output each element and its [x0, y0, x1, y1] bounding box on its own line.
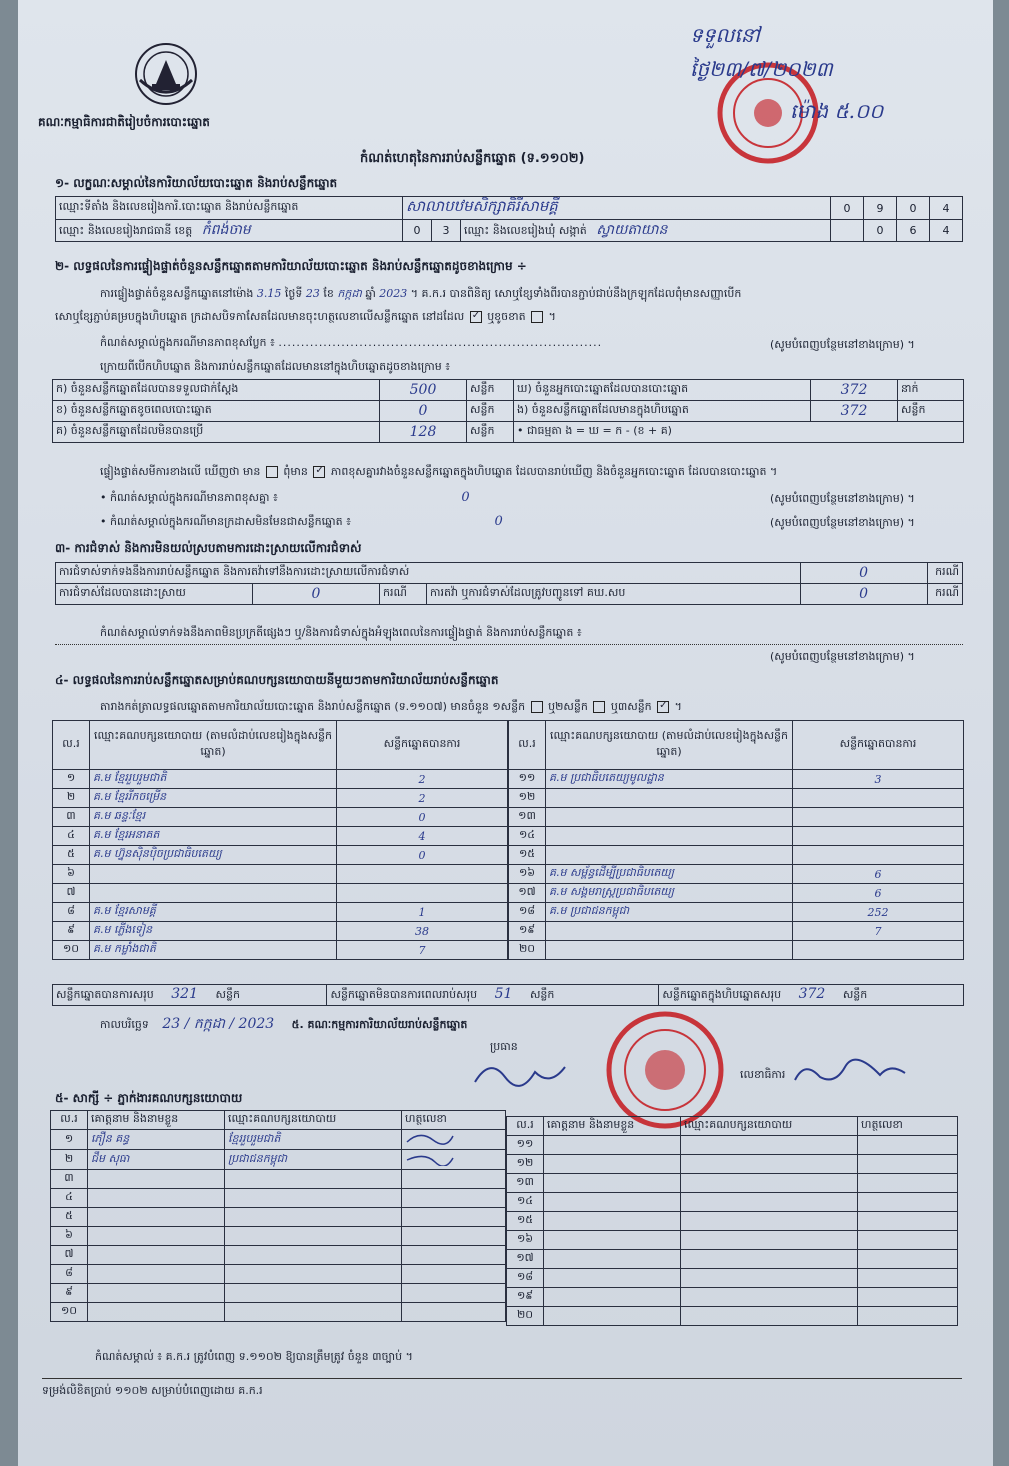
party-row-no: ១៩: [509, 922, 546, 941]
total-valid-unit: សន្លឹក: [215, 988, 240, 1001]
witness-party: [225, 1208, 402, 1227]
committee-label: ៥. គណៈកម្មការការិយាល័យរាប់សន្លឹកឆ្នោត: [291, 1018, 468, 1031]
province-label-text: ឈ្មោះ និងលេខរៀងរាជធានី ខេត្ត: [59, 224, 193, 237]
difference-fill-note: (សូមបំពេញបន្ថែមនៅខាងក្រោម) ។: [770, 338, 915, 351]
witness-signature-cell: [402, 1265, 506, 1284]
total-valid-cell: [53, 985, 327, 1006]
witness-name: [544, 1231, 681, 1250]
location-value: សាលាបឋមសិក្សាគិរីសាមគ្គី: [403, 197, 831, 220]
note1-label: • កំណត់សម្គាល់ក្នុងករណីមានភាពខុសគ្នា ៖: [100, 491, 278, 504]
witness-table-left: [50, 1110, 506, 1322]
ballots-in-box-value: 372: [811, 401, 898, 422]
witness-name: [544, 1155, 681, 1174]
witness-name: [544, 1269, 681, 1288]
witness-signature-cell: [402, 1150, 506, 1170]
party-row-no: ១៧: [509, 884, 546, 903]
witness-col-name: គោត្តនាម និងនាមខ្លួន: [88, 1111, 225, 1130]
witness-row-no: ៩: [51, 1284, 88, 1303]
spoiled-ballots-unit: សន្លឹក: [467, 401, 514, 422]
difference-no-checkbox[interactable]: [313, 466, 325, 478]
forwarded-value: 0: [800, 584, 927, 605]
received-handwritten-1: ទទួលនៅ: [690, 23, 760, 47]
witness-row-no: ៥: [51, 1208, 88, 1227]
totals-row: [52, 984, 964, 1006]
witness-party: [681, 1212, 858, 1231]
commune-code-1: 0: [864, 220, 897, 242]
party-name: [546, 941, 793, 960]
witness-row-no: ១៩: [507, 1288, 544, 1307]
total-valid-value: 321: [171, 986, 198, 1002]
party-results-right: [508, 720, 964, 960]
total-box-unit: សន្លឹក: [842, 988, 868, 1001]
witness-col-party: ឈ្មោះគណបក្សនយោបាយ: [681, 1117, 858, 1136]
party-row-no: ៨: [53, 903, 90, 922]
witness-row-no: ១៦: [507, 1231, 544, 1250]
witness-party: ខ្មែររួបរួមជាតិ: [225, 1130, 402, 1150]
section4-heading: ៤- លទ្ធផលនៃការរាប់សន្លឹកឆ្នោតសម្រាប់គណបក្សនយោបាយនីមួយៗតាមការិយាល័យរាប់សន្លឹកឆ្នោត: [55, 673, 499, 687]
total-box-value: 372: [798, 986, 826, 1002]
resolved-value: 0: [253, 584, 380, 605]
witness-party: [681, 1307, 858, 1326]
verification-text-c: ខែ: [323, 287, 334, 300]
equation-check-text: ផ្ទៀងផ្ទាត់សមីការខាងលើ ឃើញថា មាន: [100, 465, 261, 478]
forwarded-label: ការតវ៉ា ឬការជំទាស់ដែលត្រូវបញ្ជូនទៅ គឃ.សប: [427, 584, 801, 605]
witness-party: [681, 1288, 858, 1307]
total-box-label: សន្លឹកឆ្នោតក្នុងហិបឆ្នោតសរុប: [662, 988, 782, 1001]
party-votes: 0: [337, 846, 508, 865]
sheet-1-checkbox[interactable]: [531, 701, 543, 713]
seal-damaged-checkbox[interactable]: [531, 311, 543, 323]
unused-ballots-value: 128: [380, 422, 467, 443]
party-name: គ.ម ខ្មែរសាមគ្គី: [90, 903, 337, 922]
chair-label: ប្រធាន: [490, 1040, 518, 1053]
party-row-no: ២: [53, 789, 90, 808]
date-label: កាលបរិច្ឆេទ: [100, 1018, 149, 1031]
party-name: គ.ម ខ្មែររួបរួមជាតិ: [90, 770, 337, 789]
witness-signature-cell: [858, 1269, 958, 1288]
chair-signature: [470, 1052, 600, 1092]
seal-damaged-label: ឬខូចខាត: [487, 310, 526, 323]
location-code-2: 9: [864, 197, 897, 220]
party-name: គ.ម សង្គមរាស្ត្រប្រជាធិបតេយ្យ: [546, 884, 793, 903]
verification-text-e: ។ គ.ក.រ បានពិនិត្យ សោឬខ្សែទាំងពីរបានភ្ជាប់ជាប់នឹងក្រឡុកដែលពុំមានសញ្ញាបើក: [410, 287, 742, 300]
witness-signature-cell: [402, 1208, 506, 1227]
witness-party: [681, 1136, 858, 1155]
party-row-no: ៤: [53, 827, 90, 846]
party-votes: 2: [337, 770, 508, 789]
unused-ballots-label: គ) ចំនួនសន្លឹកឆ្នោតដែលមិនបានប្រើ: [53, 422, 380, 443]
irregularities-note: កំណត់សម្គាល់ទាក់ទងនឹងភាពមិនប្រក្រតីផ្សេងៗ ឬ/និងការជំទាស់ក្នុងអំឡុងពេលនៃការផ្ទៀងផ្ទាត់ និងការរាប់សន្លឹកឆ្នោត ៖: [100, 626, 582, 639]
party-votes: [793, 789, 964, 808]
tally-sheet-line: តារាងកត់ត្រាលទ្ធផលឆ្នោតតាមការិយាល័យបោះឆ្នោត និងរាប់សន្លឹកឆ្នោត (ទ.១១០៧) មានចំនួន ១សន្លឹក ឬ២សន្លឹក ឬ៣សន្លឹក ✓ ។: [100, 700, 682, 716]
province-code-2: 3: [432, 220, 461, 242]
witness-party: [225, 1265, 402, 1284]
footer-form-label: ទម្រង់លិខិតប្រាប់ ១១០២ សម្រាប់បំពេញដោយ គ.ក.រ: [42, 1384, 263, 1397]
section1-table: [55, 196, 963, 242]
witness-signature-cell: [402, 1130, 506, 1150]
witness-party: [681, 1250, 858, 1269]
formula-note: • ជាធម្មតា ង = ឃ = ក - (ខ + គ): [514, 422, 964, 443]
received-ballots-value: 500: [380, 380, 467, 401]
received-handwritten-2: ថ្ងៃ២៣/៧/២០២៣: [690, 57, 833, 81]
document-title: កំណត់ហេតុនៃការរាប់សន្លឹកឆ្នោត (ទ.១១០២): [360, 151, 585, 166]
sheet-3-checkbox[interactable]: [657, 701, 669, 713]
party-row-no: ១៨: [509, 903, 546, 922]
witness-signature-cell: [858, 1155, 958, 1174]
party-name: គ.ម ភ្លើងទៀន: [90, 922, 337, 941]
party-name: គ.ម ហ្វ៊ុនស៊ិនប៉ិចប្រជាធិបតេយ្យ: [90, 846, 337, 865]
verification-day: 23: [305, 287, 320, 300]
party-row-no: ៣: [53, 808, 90, 827]
witness-signature-cell: [402, 1246, 506, 1265]
witness-party: [681, 1174, 858, 1193]
party-name: [546, 808, 793, 827]
witness-name: [88, 1189, 225, 1208]
witness-party: [681, 1155, 858, 1174]
verification-year: 2023: [379, 287, 408, 300]
party-votes: [793, 941, 964, 960]
party-name: គ.ម ឆន្ទៈខ្មែរ: [90, 808, 337, 827]
witness-party: [225, 1170, 402, 1189]
party-row-no: ១២: [509, 789, 546, 808]
party-votes: 7: [793, 922, 964, 941]
witness-signature-cell: [402, 1227, 506, 1246]
total-invalid-value: 51: [494, 986, 513, 1002]
witness-signature-cell: [858, 1250, 958, 1269]
location-code-3: 0: [897, 197, 930, 220]
col-party-header: ឈ្មោះគណបក្សនយោបាយ (តាមលំដាប់លេខរៀងក្នុងសន្លឹកឆ្នោត): [546, 721, 793, 770]
verification-text-b: ថ្ងៃទី: [284, 287, 303, 300]
commune-code-2: 6: [897, 220, 930, 242]
witness-signature-cell: [402, 1303, 506, 1322]
col-party-header: ឈ្មោះគណបក្សនយោបាយ (តាមលំដាប់លេខរៀងក្នុងសន្លឹកឆ្នោត): [90, 721, 337, 770]
witness-name: [544, 1174, 681, 1193]
section2-heading: ២- លទ្ធផលនៃការផ្ទៀងផ្ទាត់ចំនួនសន្លឹកឆ្នោតតាមការិយាល័យបោះឆ្នោត និងរាប់សន្លឹកឆ្នោតដូចខាងក្រោម ÷: [55, 259, 527, 273]
ballots-in-box-unit: សន្លឹក: [898, 401, 964, 422]
witness-row-no: ១៧: [507, 1250, 544, 1269]
ballot-box-line: ក្រោយពីបើកហិបឆ្នោត និងការរាប់សន្លឹកឆ្នោតដែលមាននៅក្នុងហិបឆ្នោតដូចខាងក្រោម ៖: [100, 360, 451, 373]
witness-party: [225, 1246, 402, 1265]
witness-name: [544, 1136, 681, 1155]
party-row-no: ៥: [53, 846, 90, 865]
party-votes: 6: [793, 884, 964, 903]
witness-signature-cell: [402, 1284, 506, 1303]
party-votes: [793, 846, 964, 865]
witness-name: [88, 1265, 225, 1284]
verification-text-d: ឆ្នាំ: [365, 287, 376, 300]
party-votes: 7: [337, 941, 508, 960]
witness-name: [88, 1170, 225, 1189]
party-votes: 2: [337, 789, 508, 808]
commune-label: [461, 220, 831, 242]
irregularities-fill: (សូមបំពេញបន្ថែមនៅខាងក្រោម) ។: [770, 650, 915, 663]
note1-line: [100, 490, 470, 507]
secretary-label: លេខាធិការ: [740, 1068, 786, 1081]
party-row-no: ១៤: [509, 827, 546, 846]
difference-note-line: កំណត់សម្គាល់ក្នុងករណីមានភាពខុសប្លែក ៖ ........................................................................: [100, 336, 603, 349]
party-votes: [793, 827, 964, 846]
unused-ballots-unit: សន្លឹក: [467, 422, 514, 443]
party-votes: 4: [337, 827, 508, 846]
forwarded-unit: ករណី: [927, 584, 962, 605]
party-name: [546, 922, 793, 941]
party-votes: [337, 884, 508, 903]
party-name: គ.ម កម្លាំងជាតិ: [90, 941, 337, 960]
party-row-no: ២០: [509, 941, 546, 960]
party-name: [90, 884, 337, 903]
party-votes: 6: [793, 865, 964, 884]
col-no-header: ល.រ: [509, 721, 546, 770]
witness-col-no: ល.រ: [51, 1111, 88, 1130]
witness-name: [88, 1246, 225, 1265]
equation-check-rest: ភាពខុសគ្នារវាងចំនួនសន្លឹកឆ្នោតក្នុងហិបឆ្នោត ដែលបានរាប់ឃើញ និងចំនួនអ្នកបោះឆ្នោត ដែលបានបោះឆ្នោត ។: [330, 465, 778, 478]
witness-row-no: ៦: [51, 1227, 88, 1246]
verification-time: 3.15: [256, 287, 282, 300]
received-ballots-unit: សន្លឹក: [467, 380, 514, 401]
footer-note: កំណត់សម្គាល់ ៖ គ.ក.រ ត្រូវបំពេញ ទ.១១០២ ឱ្យបានត្រឹមត្រូវ ចំនួន ៣ច្បាប់ ។: [95, 1350, 413, 1363]
note1-value: 0: [461, 490, 470, 505]
witness-name: [88, 1208, 225, 1227]
party-name: គ.ម សម្ព័ន្ធដើម្បីប្រជាធិបតេយ្យ: [546, 865, 793, 884]
objections-table: [55, 562, 963, 605]
voters-voted-unit: នាក់: [898, 380, 964, 401]
witness-col-party: ឈ្មោះគណបក្សនយោបាយ: [225, 1111, 402, 1130]
witness-row-no: ៤: [51, 1189, 88, 1208]
objection-count-label: ការជំទាស់ទាក់ទងនឹងការរាប់សន្លឹកឆ្នោត និងការតវ៉ាទៅនឹងការដោះស្រាយលើការជំទាស់: [56, 563, 801, 584]
witness-name: [544, 1193, 681, 1212]
witness-party: [681, 1193, 858, 1212]
received-ballots-label: ក) ចំនួនសន្លឹកឆ្នោតដែលបានទទួលជាក់ស្តែង: [53, 380, 380, 401]
witness-row-no: ១៨: [507, 1269, 544, 1288]
witness-row-no: ១២: [507, 1155, 544, 1174]
witness-row-no: ១៣: [507, 1174, 544, 1193]
objection-count-unit: ករណី: [927, 563, 962, 584]
witness-row-no: ៧: [51, 1246, 88, 1265]
location-label: ឈ្មោះទីតាំង និងលេខរៀងការិ.បោះឆ្នោត និងរាប់សន្លឹកឆ្នោត: [56, 197, 403, 220]
verification-line: [100, 287, 741, 303]
witness-row-no: ២០: [507, 1307, 544, 1326]
total-invalid-label: សន្លឹកឆ្នោតមិនបានការពេលរាប់សរុប: [330, 988, 478, 1001]
col-no-header: ល.រ: [53, 721, 90, 770]
party-votes: [793, 808, 964, 827]
party-votes: 252: [793, 903, 964, 922]
witness-row-no: ៣: [51, 1170, 88, 1189]
witness-row-no: ២: [51, 1150, 88, 1170]
witness-row-no: ១៤: [507, 1193, 544, 1212]
witness-party: [225, 1303, 402, 1322]
witness-name: [544, 1307, 681, 1326]
witness-signature: [405, 1150, 455, 1166]
section3-heading: ៣- ការជំទាស់ និងការមិនយល់ស្របតាមការដោះស្រាយលើការជំទាស់: [55, 541, 362, 555]
section5-heading: ៥- សាក្សី ÷ ភ្នាក់ងារគណបក្សនយោបាយ: [55, 1091, 243, 1105]
witness-name: ជឹម សុធា: [88, 1150, 225, 1170]
resolved-unit: ករណី: [380, 584, 427, 605]
witness-row-no: ១១: [507, 1136, 544, 1155]
resolved-label: ការជំទាស់ដែលបានដោះស្រាយ: [56, 584, 253, 605]
received-handwritten-3: ម៉ោង ៥.០០: [790, 99, 884, 123]
witness-signature-cell: [858, 1212, 958, 1231]
seal-intact-checkbox[interactable]: [470, 311, 482, 323]
sheet-3-label: ឬ៣សន្លឹក: [610, 700, 652, 713]
voters-voted-label: ឃ) ចំនួនអ្នកបោះឆ្នោតដែលបានបោះឆ្នោត: [514, 380, 811, 401]
total-valid-label: សន្លឹកឆ្នោតបានការសរុប: [56, 988, 154, 1001]
party-name: [546, 827, 793, 846]
party-name: គ.ម ប្រជាជនកម្ពុជា: [546, 903, 793, 922]
dotted-line: [55, 644, 963, 645]
witness-party: [681, 1269, 858, 1288]
witness-name: [544, 1288, 681, 1307]
seal-line: សោឬខ្សែភ្ជាប់គម្របក្នុងហិបឆ្នោត ក្រដាសបិទកាសែតដែលមានចុះហត្ថលេខាលើសន្លឹកឆ្នោត នៅដដែល ✓ ឬខូចខាត ។: [55, 310, 556, 326]
witness-party: [681, 1231, 858, 1250]
witness-signature-cell: [858, 1307, 958, 1326]
voters-voted-value: 372: [811, 380, 898, 401]
party-name: គ.ម ខ្មែររីកចម្រើន: [90, 789, 337, 808]
commune-value: ស្វាយតាយាន: [596, 222, 668, 238]
note2-value: 0: [494, 514, 503, 529]
witness-name: [544, 1212, 681, 1231]
witness-name: [88, 1227, 225, 1246]
commune-code-3: 4: [930, 220, 963, 242]
date-value: 23 / កក្កដា / 2023: [162, 1016, 275, 1032]
verification-month: កក្កដា: [337, 287, 362, 300]
witness-name: ភឿន គន្ធ: [88, 1130, 225, 1150]
secretary-signature: [790, 1055, 910, 1091]
note1-fill: (សូមបំពេញបន្ថែមនៅខាងក្រោម) ។: [770, 492, 915, 505]
witness-col-no: ល.រ: [507, 1117, 544, 1136]
committee-seal: [600, 1010, 730, 1130]
province-label: [56, 220, 403, 242]
witness-signature-cell: [858, 1231, 958, 1250]
location-code-1: 0: [831, 197, 864, 220]
party-name: [546, 789, 793, 808]
party-row-no: ៧: [53, 884, 90, 903]
spoiled-ballots-label: ខ) ចំនួនសន្លឹកឆ្នោតខូចពេលបោះឆ្នោត: [53, 401, 380, 422]
commune-code-0: [831, 220, 864, 242]
party-votes: [337, 865, 508, 884]
party-votes: 0: [337, 808, 508, 827]
witness-party: [225, 1284, 402, 1303]
witness-name: [88, 1284, 225, 1303]
spoiled-ballots-value: 0: [380, 401, 467, 422]
party-results-left: [52, 720, 508, 960]
witness-row-no: ១៥: [507, 1212, 544, 1231]
equation-check-line: [100, 465, 777, 481]
witness-col-name: គោត្តនាម និងនាមខ្លួន: [544, 1117, 681, 1136]
tally-sheet-text: តារាងកត់ត្រាលទ្ធផលឆ្នោតតាមការិយាល័យបោះឆ្នោត និងរាប់សន្លឹកឆ្នោត (ទ.១១០៧) មានចំនួន ១សន្លឹក: [100, 700, 526, 713]
province-code-1: 0: [403, 220, 432, 242]
witness-signature: [405, 1130, 455, 1146]
witness-signature-cell: [858, 1136, 958, 1155]
witness-name: [544, 1250, 681, 1269]
total-invalid-unit: សន្លឹក: [529, 988, 555, 1001]
party-votes: 38: [337, 922, 508, 941]
witness-row-no: ១: [51, 1130, 88, 1150]
col-votes-header: សន្លឹកឆ្នោតបានការ: [337, 721, 508, 770]
party-row-no: ៦: [53, 865, 90, 884]
party-row-no: ១៥: [509, 846, 546, 865]
ballot-count-table: [52, 379, 964, 443]
sheet-2-label: ឬ២សន្លឹក: [548, 700, 588, 713]
witness-signature-cell: [858, 1174, 958, 1193]
party-name: [90, 865, 337, 884]
witness-row-no: ៨: [51, 1265, 88, 1284]
party-name: គ.ម ខ្មែរអនាគត: [90, 827, 337, 846]
party-row-no: ១៣: [509, 808, 546, 827]
party-votes: 1: [337, 903, 508, 922]
total-box-cell: [659, 985, 964, 1006]
witness-col-sign: ហត្ថលេខា: [402, 1111, 506, 1130]
witness-signature-cell: [858, 1288, 958, 1307]
commune-label-text: ឈ្មោះ និងលេខរៀងឃុំ សង្កាត់: [464, 224, 587, 237]
nec-emblem-logo: [126, 40, 206, 114]
organization-name: គណៈកម្មាធិការជាតិរៀបចំការបោះឆ្នោត: [38, 115, 210, 129]
seal-text: សោឬខ្សែភ្ជាប់គម្របក្នុងហិបឆ្នោត ក្រដាសបិទកាសែតដែលមានចុះហត្ថលេខាលើសន្លឹកឆ្នោត នៅដដែល: [55, 310, 465, 323]
difference-yes-checkbox[interactable]: [266, 466, 278, 478]
witness-party: ប្រជាជនកម្ពុជា: [225, 1150, 402, 1170]
note2-fill: (សូមបំពេញបន្ថែមនៅខាងក្រោម) ។: [770, 516, 915, 529]
party-row-no: ៩: [53, 922, 90, 941]
witness-party: [225, 1189, 402, 1208]
location-code-4: 4: [930, 197, 963, 220]
witness-party: [225, 1227, 402, 1246]
witness-signature-cell: [858, 1193, 958, 1212]
witness-signature-cell: [402, 1170, 506, 1189]
section1-heading: ១- លក្ខណៈសម្គាល់នៃការិយាល័យបោះឆ្នោត និងរាប់សន្លឹកឆ្នោត: [55, 176, 338, 190]
difference-no-label: ពុំមាន: [283, 465, 308, 478]
province-value: កំពង់ចាម: [201, 222, 251, 238]
ballots-in-box-label: ង) ចំនួនសន្លឹកឆ្នោតដែលមានក្នុងហិបឆ្នោត: [514, 401, 811, 422]
witness-signature-cell: [402, 1189, 506, 1208]
note2-label: • កំណត់សម្គាល់ក្នុងករណីមានក្រដាសមិនមែនជាសន្លឹកឆ្នោត ៖: [100, 515, 351, 528]
difference-note-label: កំណត់សម្គាល់ក្នុងករណីមានភាពខុសប្លែក ៖: [100, 336, 275, 349]
party-votes: 3: [793, 770, 964, 789]
party-row-no: ១១: [509, 770, 546, 789]
party-row-no: ១០: [53, 941, 90, 960]
party-row-no: ១៦: [509, 865, 546, 884]
note2-line: [100, 514, 503, 531]
sheet-2-checkbox[interactable]: [593, 701, 605, 713]
party-row-no: ១: [53, 770, 90, 789]
party-name: [546, 846, 793, 865]
party-name: គ.ម ប្រជាធិបតេយ្យមូលដ្ឋាន: [546, 770, 793, 789]
witness-table-right: [506, 1116, 958, 1326]
date-line: [100, 1014, 467, 1035]
verification-text-a: ការផ្ទៀងផ្ទាត់ចំនួនសន្លឹកឆ្នោតនៅម៉ោង: [100, 287, 254, 300]
footer-divider: [42, 1378, 962, 1379]
witness-row-no: ១០: [51, 1303, 88, 1322]
col-votes-header: សន្លឹកឆ្នោតបានការ: [793, 721, 964, 770]
witness-col-sign: ហត្ថលេខា: [858, 1117, 958, 1136]
objection-count-value: 0: [800, 563, 927, 584]
witness-name: [88, 1303, 225, 1322]
total-invalid-cell: [327, 985, 659, 1006]
